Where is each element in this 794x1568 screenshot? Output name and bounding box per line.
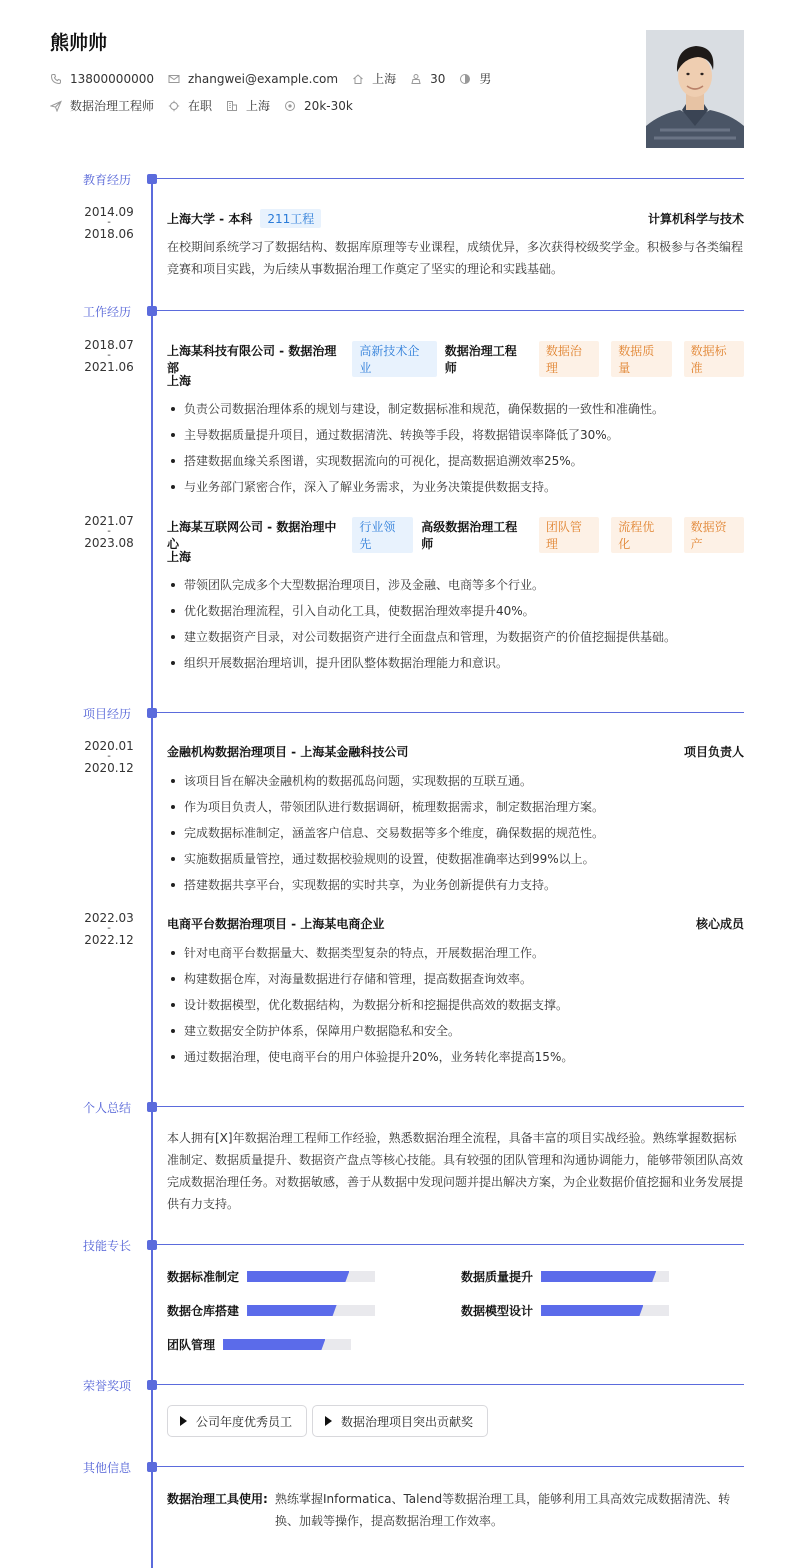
company-tag: 高新技术企业 [352, 341, 436, 377]
skill-item [167, 1336, 351, 1353]
skill-tag: 团队管理 [539, 517, 599, 553]
section-divider [157, 310, 744, 311]
section-divider [157, 1466, 744, 1467]
salary-text: 20k-30k [304, 98, 353, 113]
section-title-summary: 个人总结 [83, 1101, 132, 1115]
email-info [168, 72, 338, 86]
skill-bar [223, 1339, 351, 1350]
list-item: 针对电商平台数据量大、数据类型复杂的特点，开展数据治理工作。 [167, 940, 745, 966]
work-city: 上海 [167, 374, 192, 388]
project-bullets [167, 940, 745, 1070]
list-item: 作为项目负责人，带领团队进行数据调研，梳理数据需求，制定数据治理方案。 [167, 794, 745, 820]
mail-icon [168, 73, 180, 85]
work-date: 2021.07 - 2023.08 [84, 514, 134, 550]
skill-bar-fill [541, 1305, 643, 1316]
list-item: 搭建数据共享平台，实现数据的实时共享，为业务创新提供有力支持。 [167, 872, 745, 898]
section-divider [157, 1384, 744, 1385]
location-text: 上海 [372, 72, 397, 86]
skill-bar-fill [247, 1271, 349, 1282]
skill-bar [541, 1305, 669, 1316]
skill-name: 团队管理 [167, 1338, 216, 1352]
project-role: 项目负责人 [683, 745, 744, 759]
phone-icon [50, 73, 62, 85]
skill-tag: 流程优化 [611, 517, 671, 553]
skill-tag: 数据资产 [684, 517, 744, 553]
section-divider [157, 712, 744, 713]
skill-name: 数据质量提升 [461, 1270, 534, 1284]
status-icon [168, 100, 180, 112]
summary-text: 本人拥有[X]年数据治理工程师工作经验，熟悉数据治理全流程，具备丰富的项目实战经验。熟练掌握数据标准制定、数据质量提升、数据资产盘点等核心技能。具有较强的团队管理和沟通协调能力，能够带领团队高效完成数据治理任务。对数据敏感，善于从数据中发现问题并提出解决方案，为企业数据价值挖掘和业务发展提供有力支持。 [167, 1131, 744, 1211]
section-title-work: 工作经历 [83, 305, 132, 319]
other-text: 熟练掌握Informatica、Talend等数据治理工具，能够利用工具高效完成数据清洗、转换、加载等操作，提高数据治理工作效率。 [275, 1492, 731, 1528]
person-icon [410, 73, 422, 85]
list-item: 优化数据治理流程，引入自动化工具，使数据治理效率提升40%。 [167, 598, 745, 624]
section-marker [147, 1380, 157, 1390]
skill-bar [247, 1305, 375, 1316]
list-item: 与业务部门紧密合作，深入了解业务需求，为业务决策提供数据支持。 [167, 474, 745, 500]
skill-tag: 数据治理 [539, 341, 599, 377]
education-description: 在校期间系统学习了数据结构、数据库原理等专业课程，成绩优异，多次获得校级奖学金。积极参与各类编程竞赛和项目实践，为后续从事数据治理工作奠定了坚实的理论和实践基础。 [167, 240, 744, 276]
work-header [167, 517, 744, 553]
work-bullets [167, 396, 745, 500]
section-marker [147, 174, 157, 184]
candidate-name: 熊帅帅 [50, 32, 108, 54]
project-date: 2022.03 - 2022.12 [84, 911, 134, 947]
skill-bar-fill [223, 1339, 325, 1350]
skill-name: 数据模型设计 [461, 1304, 534, 1318]
list-item: 完成数据标准制定，涵盖客户信息、交易数据等多个维度，确保数据的规范性。 [167, 820, 745, 846]
section-title-honors: 荣誉奖项 [83, 1379, 132, 1393]
list-item: 带领团队完成多个大型数据治理项目，涉及金融、电商等多个行业。 [167, 572, 745, 598]
profile-photo [646, 30, 744, 148]
project-header [167, 743, 744, 760]
location-info [352, 70, 396, 87]
email-text: zhangwei@example.com [187, 71, 339, 86]
section-divider [157, 178, 744, 179]
honor-text: 数据治理项目突出贡献奖 [341, 1414, 474, 1429]
work-city-info [226, 97, 270, 114]
work-date: 2018.07 - 2021.06 [84, 338, 134, 374]
job-role: 高级数据治理工程师 [421, 520, 518, 551]
job-role: 数据治理工程师 [444, 344, 517, 375]
skill-bar-fill [541, 1271, 656, 1282]
skill-tag: 数据质量 [611, 341, 671, 377]
skill-item [167, 1302, 375, 1319]
project-header [167, 915, 744, 932]
play-icon [180, 1416, 187, 1426]
section-marker [147, 1102, 157, 1112]
phone-text: 13800000000 [70, 71, 154, 86]
list-item: 建立数据资产目录，对公司数据资产进行全面盘点和管理，为数据资产的价值挖掘提供基础。 [167, 624, 745, 650]
job-row [50, 97, 367, 114]
section-divider [157, 1244, 744, 1245]
timeline-line [151, 178, 153, 1568]
status-info [168, 97, 212, 114]
age-info [410, 72, 445, 86]
section-marker [147, 708, 157, 718]
skill-item [461, 1302, 669, 1319]
building-icon [226, 100, 238, 112]
major: 计算机科学与技术 [647, 212, 744, 226]
list-item: 建立数据安全防护体系，保障用户数据隐私和安全。 [167, 1018, 745, 1044]
list-item: 主导数据质量提升项目，通过数据清洗、转换等手段，将数据错误率降低了30%。 [167, 422, 745, 448]
list-item: 该项目旨在解决金融机构的数据孤岛问题，实现数据的互联互通。 [167, 768, 745, 794]
job-title-info [50, 97, 154, 114]
project-title: 金融机构数据治理项目 - 上海某金融科技公司 [167, 745, 409, 759]
section-marker [147, 1462, 157, 1472]
section-marker [147, 1240, 157, 1250]
skill-item [167, 1268, 375, 1285]
skill-bar-fill [247, 1305, 337, 1316]
company-tag: 行业领先 [352, 517, 413, 553]
section-title-projects: 项目经历 [83, 707, 132, 721]
work-bullets [167, 572, 745, 676]
list-item: 通过数据治理，使电商平台的用户体验提升20%，业务转化率提高15%。 [167, 1044, 745, 1070]
work-city-text: 上海 [246, 99, 271, 113]
project-bullets [167, 768, 745, 898]
project-role: 核心成员 [695, 917, 744, 931]
list-item: 设计数据模型，优化数据结构，为数据分析和挖掘提供高效的数据支撑。 [167, 992, 745, 1018]
section-marker [147, 306, 157, 316]
skill-item [461, 1268, 669, 1285]
list-item: 实施数据质量管控，通过数据校验规则的设置，使数据准确率达到99%以上。 [167, 846, 745, 872]
gender-icon [459, 73, 471, 85]
salary-info [284, 99, 353, 113]
school-tag: 211工程 [260, 209, 321, 228]
contact-row [50, 70, 505, 87]
gender-info [459, 70, 491, 87]
status-text: 在职 [188, 99, 213, 113]
list-item: 搭建数据血缘关系图谱，实现数据流向的可视化，提高数据追溯效率25%。 [167, 448, 745, 474]
skill-bar [247, 1271, 375, 1282]
work-city: 上海 [167, 550, 192, 564]
skill-name: 数据仓库搭建 [167, 1304, 240, 1318]
age-text: 30 [430, 71, 446, 86]
honor-badge [167, 1405, 307, 1437]
job-title-text: 数据治理工程师 [70, 99, 155, 113]
skill-name: 数据标准制定 [167, 1270, 240, 1284]
section-divider [157, 1106, 744, 1107]
section-title-other: 其他信息 [83, 1461, 132, 1475]
skill-tag: 数据标准 [684, 341, 744, 377]
home-icon [352, 73, 364, 85]
skill-bar [541, 1271, 669, 1282]
gender-text: 男 [479, 72, 492, 86]
honor-text: 公司年度优秀员工 [196, 1414, 293, 1429]
section-title-skills: 技能专长 [83, 1239, 132, 1253]
phone-info [50, 72, 154, 86]
school-name: 上海大学 - 本科 [167, 212, 253, 226]
list-item: 构建数据仓库，对海量数据进行存储和管理，提高数据查询效率。 [167, 966, 745, 992]
salary-icon [284, 100, 296, 112]
education-date: 2014.09 - 2018.06 [84, 205, 134, 241]
company-name: 上海某互联网公司 - 数据治理中心 [167, 520, 337, 551]
list-item: 组织开展数据治理培训，提升团队整体数据治理能力和意识。 [167, 650, 745, 676]
play-icon [325, 1416, 332, 1426]
list-item: 负责公司数据治理体系的规划与建设，制定数据标准和规范，确保数据的一致性和准确性。 [167, 396, 745, 422]
education-header [167, 209, 744, 228]
honor-badge [312, 1405, 488, 1437]
work-header [167, 341, 744, 377]
other-label: 数据治理工具使用: [167, 1492, 268, 1506]
project-date: 2020.01 - 2020.12 [84, 739, 134, 775]
section-title-education: 教育经历 [83, 173, 132, 187]
send-icon [50, 100, 62, 112]
project-title: 电商平台数据治理项目 - 上海某电商企业 [167, 917, 385, 931]
company-name: 上海某科技有限公司 - 数据治理部 [167, 344, 337, 375]
